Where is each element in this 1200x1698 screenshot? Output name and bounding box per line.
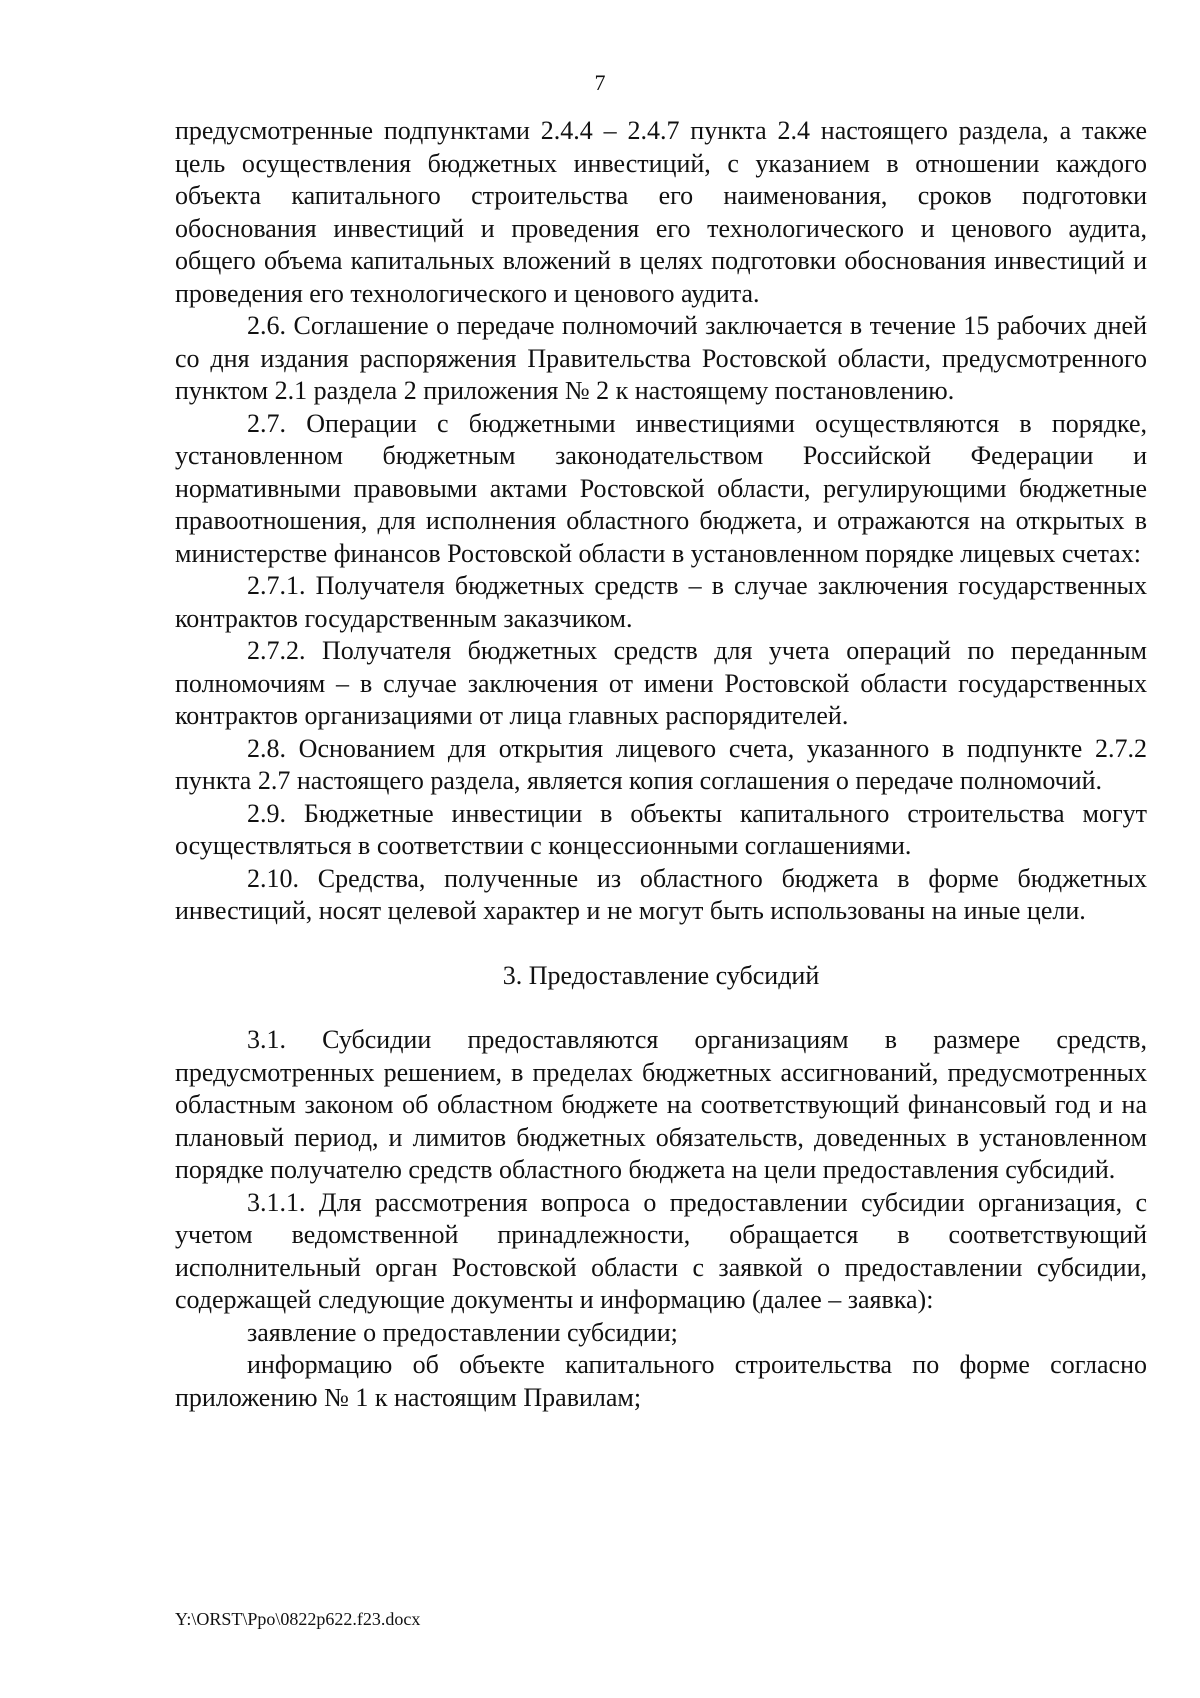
- page-number: 7: [594, 70, 606, 95]
- paragraph: 2.6. Соглашение о передаче полномочий заключается в течение 15 рабочих дней со дня издания распоряжения Правительства Ростовской области, предусмотренного пунктом 2.1 раздела 2 приложения № 2 к настоящему постановлению.: [175, 311, 1147, 405]
- paragraph: заявление о предоставлении субсидии;: [247, 1317, 678, 1347]
- footer-file-path: Y:\ORST\Ppo\0822p622.f23.docx: [175, 1609, 421, 1629]
- paragraph: 2.8. Основанием для открытия лицевого счета, указанного в подпункте 2.7.2 пункта 2.7 настоящего раздела, является копия соглашения о передаче полномочий.: [175, 733, 1147, 795]
- paragraph: 2.9. Бюджетные инвестиции в объекты капитального строительства могут осуществляться в соответствии с концессионными соглашениями.: [175, 798, 1147, 860]
- paragraph: 2.10. Средства, полученные из областного бюджета в форме бюджетных инвестиций, носят целевой характер и не могут быть использованы на иные цели.: [175, 863, 1147, 925]
- paragraph: информацию об объекте капитального строительства по форме согласно приложению № 1 к настоящим Правилам;: [175, 1350, 1147, 1412]
- paragraph: 2.7.2. Получателя бюджетных средств для учета операций по переданным полномочиям – в случае заключения от имени Ростовской области государственных контрактов организациями от лица главных распорядителей.: [175, 636, 1147, 730]
- paragraph: 3.1. Субсидии предоставляются организациям в размере средств, предусмотренных решением, в пределах бюджетных ассигнований, предусмотренных областным законом об областном бюджете на соответствующий финансовый год и на плановый период, и лимитов бюджетных обязательств, доведенных в установленном порядке получателю средств областного бюджета на цели предоставления субсидий.: [175, 1025, 1147, 1184]
- section-heading: 3. Предоставление субсидий: [502, 960, 820, 990]
- document-body: [175, 115, 1147, 1414]
- paragraph: 2.7. Операции с бюджетными инвестициями осуществляются в порядке, установленном бюджетным законодательством Российской Федерации и нормативными правовыми актами Ростовской области, регулирующими бюджетные правоотношения, для исполнения областного бюджета, и отражаются на открытых в министерстве финансов Ростовской области в установленном порядке лицевых счетах:: [175, 408, 1147, 568]
- paragraph: 3.1.1. Для рассмотрения вопроса о предоставлении субсидии организация, с учетом ведомственной принадлежности, обращается в соответствующий исполнительный орган Ростовской области с заявкой о предоставлении субсидии, содержащей следующие документы и информацию (далее – заявка):: [175, 1187, 1147, 1314]
- paragraph: предусмотренные подпунктами 2.4.4 – 2.4.7 пункта 2.4 настоящего раздела, а также цель осуществления бюджетных инвестиций, с указанием в отношении каждого объекта капитального строительства его наименования, сроков подготовки обоснования инвестиций и проведения его технологического и ценового аудита, общего объема капитальных вложений в целях подготовки обоснования инвестиций и проведения его технологического и ценового аудита.: [175, 116, 1147, 308]
- paragraph: 2.7.1. Получателя бюджетных средств – в случае заключения государственных контрактов государственным заказчиком.: [175, 571, 1147, 633]
